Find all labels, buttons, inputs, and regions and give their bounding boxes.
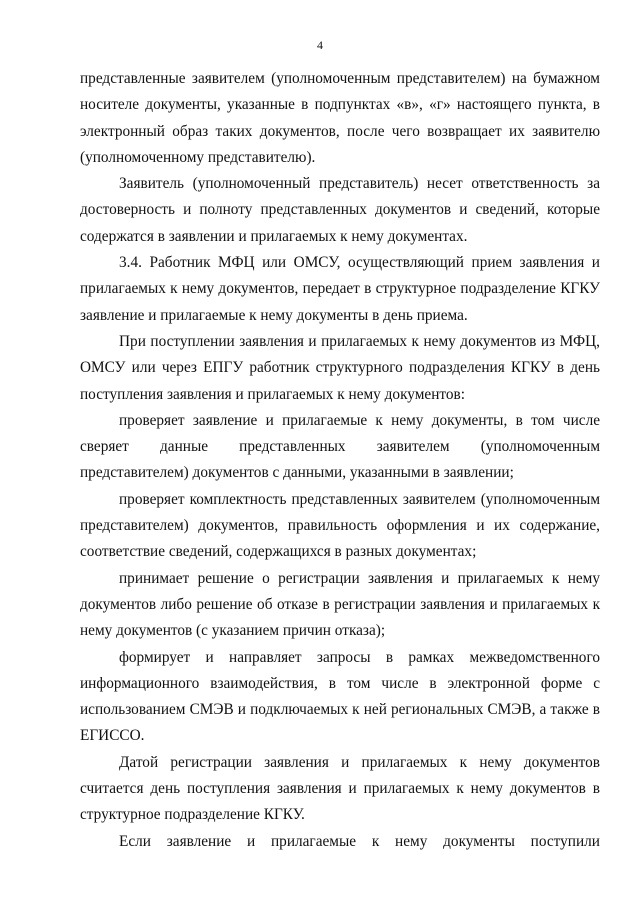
paragraph-registration-decision: принимает решение о регистрации заявления и прилагаемых к нему документов либо решение об отказе в регистрации заявления и прилагаемых к нему документов (с указанием причин отказа); <box>80 569 600 640</box>
paragraph-checks-completeness: проверяет комплектность представленных заявителем (уполномоченным представителем) документов, правильность оформления и их содержание, соответствие сведений, содержащихся в разных документах; <box>80 490 600 561</box>
document-body <box>80 66 600 855</box>
paragraph-applicant-responsibility: Заявитель (уполномоченный представитель) несет ответственность за достоверность и полноту представленных документов и сведений, которые содержатся в заявлении и прилагаемых к нему документах. <box>80 175 600 245</box>
paragraph-if-received: Если заявление и прилагаемые к нему документы поступили <box>119 832 600 850</box>
paragraph-section-3-4: 3.4. Работник МФЦ или ОМСУ, осуществляющий прием заявления и прилагаемых к нему документов, передает в структурное подразделение КГКУ заявление и прилагаемые к нему документы в день приема. <box>80 254 600 324</box>
paragraph-upon-receipt: При поступлении заявления и прилагаемых к нему документов из МФЦ, ОМСУ или через ЕПГУ работник структурного подразделения КГКУ в день поступления заявления и прилагаемых к нему документов: <box>80 332 600 403</box>
paragraph-document-digitization: представленные заявителем (уполномоченным представителем) на бумажном носителе документы, указанные в подпунктах «в», «г» настоящего пункта, в электронный образ таких документов, после чего возвращает их заявителю (уполномоченному представителю). <box>80 70 600 166</box>
paragraph-checks-application: проверяет заявление и прилагаемые к нему документы, в том числе сверяет данные представленных заявителем (уполномоченным представителем) документов с данными, указанными в заявлении; <box>80 411 600 482</box>
paragraph-interagency-requests: формирует и направляет запросы в рамках межведомственного информационного взаимодействия, в том числе в электронной форме с использованием СМЭВ и подключаемых к ней региональных СМЭВ, а также в ЕГИССО. <box>80 648 600 745</box>
page-number: 4 <box>317 38 323 52</box>
paragraph-registration-date: Датой регистрации заявления и прилагаемых к нему документов считается день поступления заявления и прилагаемых к нему документов в структурное подразделение КГКУ. <box>80 753 600 824</box>
